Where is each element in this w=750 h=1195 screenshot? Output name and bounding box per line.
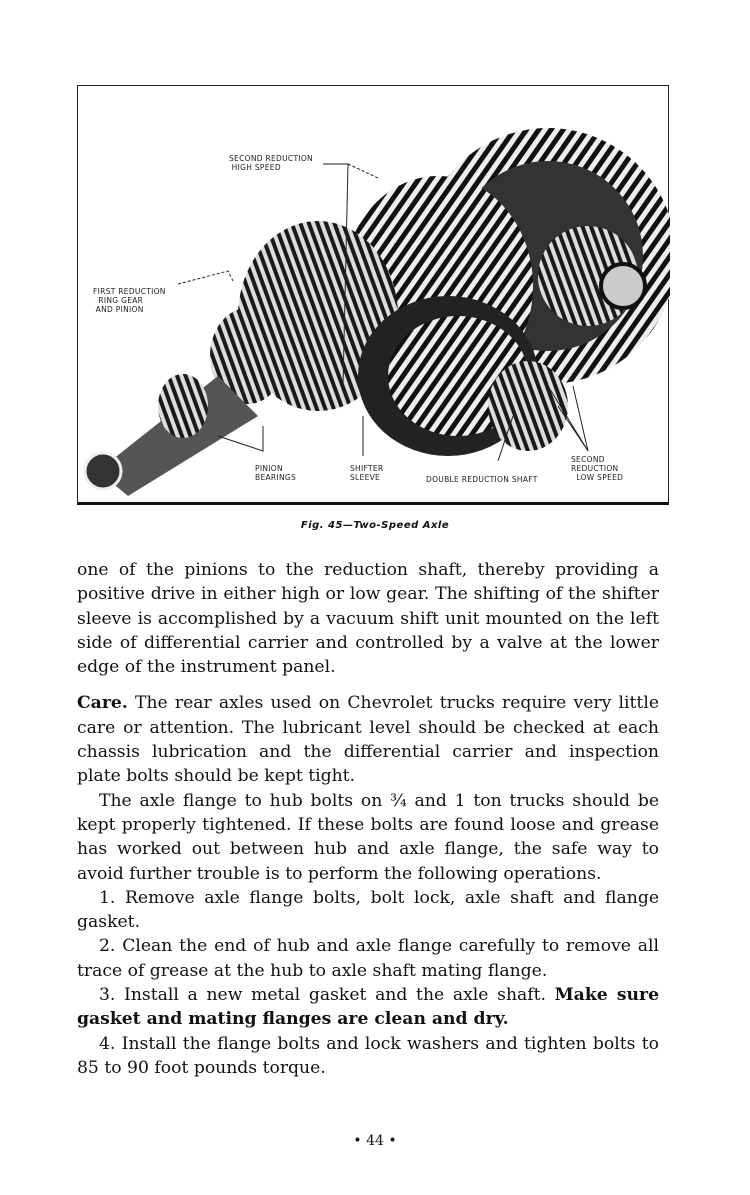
paragraph-text: 2. Clean the end of hub and axle flange carefully to remove all trace of grease at the hub to axle shaft mating flange. (77, 936, 659, 981)
gear-illustration (78, 86, 670, 504)
figure-caption: Fig. 45—Two-Speed Axle (300, 520, 450, 531)
label-double-reduction-shaft: DOUBLE REDUCTION SHAFT (426, 475, 538, 484)
label-shifter-sleeve: SHIFTER SLEEVE (350, 464, 384, 482)
label-first-reduction: FIRST REDUCTION RING GEAR AND PINION (93, 287, 166, 314)
paragraph (77, 789, 659, 886)
page-number: • 44 • (353, 1133, 397, 1149)
care-heading: Care. (77, 693, 128, 714)
step-4 (77, 1032, 659, 1081)
figure-two-speed-axle (77, 85, 669, 505)
paragraph-text: 1. Remove axle flange bolts, bolt lock, axle shaft and flange gasket. (77, 887, 659, 933)
paragraph-text: one of the pinions to the reduction shaft, thereby providing a positive drive in either high or low gear. The shifting of the shifter sleeve is accomplished by a vacuum shift unit mounted on the left side of differential carrier and controlled by a valve at the lower edge of the instrument panel. (77, 560, 659, 678)
bold-warning: Make sure gasket and mating flanges are clean and dry. (77, 985, 660, 1030)
step-3 (77, 983, 659, 1032)
step-1 (77, 886, 659, 935)
paragraph-text: The axle flange to hub bolts on ¾ and 1 ton trucks should be kept properly tightened. If these bolts are found loose and grease has worked out between hub and axle flange, the safe way to avoid further trouble is to perform the following operations. (77, 790, 659, 884)
paragraph-care (77, 691, 659, 788)
step-2 (77, 934, 659, 983)
paragraph-text: 3. Install a new metal gasket and the axle shaft. (99, 985, 555, 1006)
paragraph-text: 4. Install the flange bolts and lock washers and tighten bolts to 85 to 90 foot pounds torque. (77, 1033, 659, 1078)
paragraph (77, 558, 659, 679)
paragraph-text: The rear axles used on Chevrolet trucks require very little care or attention. The lubricant level should be checked at each chassis lubrication and the differential carrier and inspection plate bolts should be kept tight. (77, 693, 659, 787)
body-text (77, 558, 659, 1080)
label-pinion-bearings: PINION BEARINGS (255, 464, 297, 482)
label-second-reduction-high-speed: SECOND REDUCTION HIGH SPEED (229, 154, 313, 172)
label-second-reduction-low-speed: SECOND REDUCTION LOW SPEED (571, 455, 624, 482)
